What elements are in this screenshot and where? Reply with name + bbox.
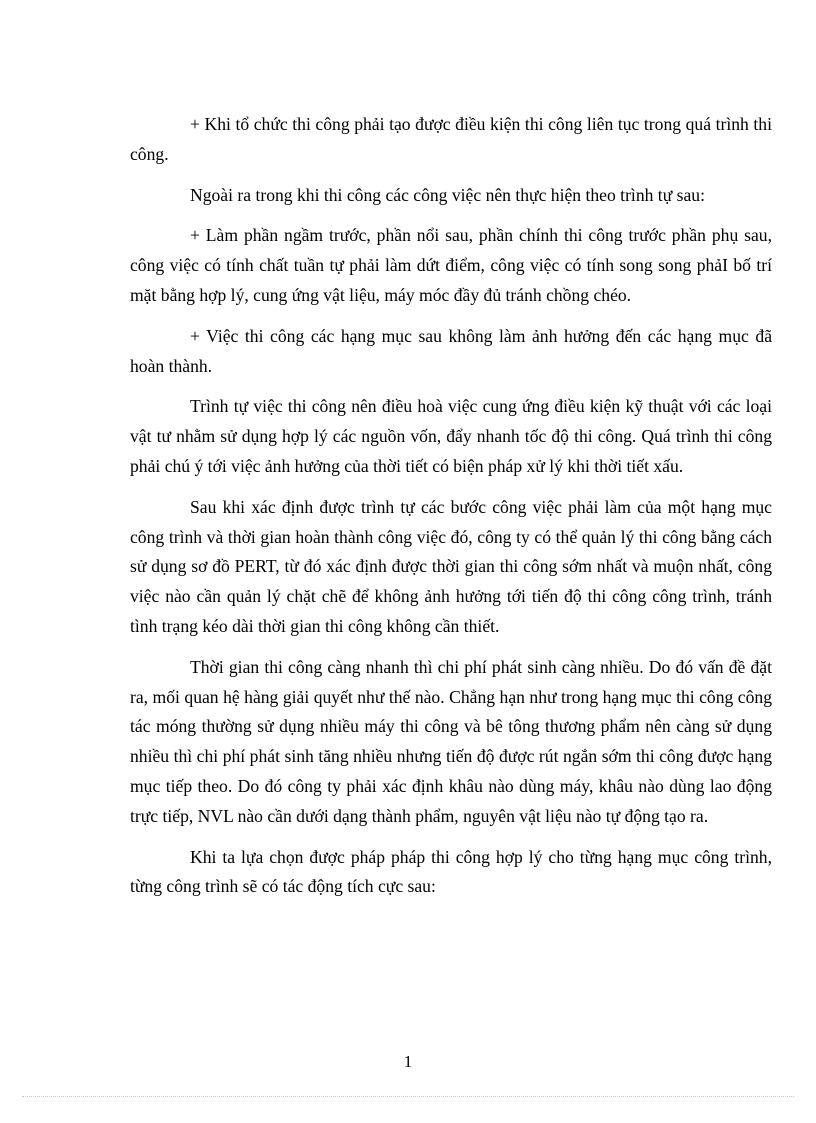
paragraph-5: Trình tự việc thi công nên điều hoà việc cung ứng điều kiện kỹ thuật với các loại vật tư nhằm sử dụng hợp lý các nguồn vốn, đẩy nhanh tốc độ thi công. Quá trình thi công phải chú ý tới việc ảnh hưởng của thời tiết có biện pháp xử lý khi thời tiết xấu.	[130, 396, 772, 476]
footer-divider	[22, 1096, 794, 1097]
paragraph-6: Sau khi xác định được trình tự các bước công việc phải làm của một hạng mục công trình và thời gian hoàn thành công việc đó, công ty có thể quản lý thi công bằng cách sử dụng sơ đồ PERT, từ đó xác định được thời gian thi công sớm nhất và muộn nhất, công việc nào cần quản lý chặt chẽ để không ảnh hưởng tới tiến độ thi công công trình, tránh tình trạng kéo dài thời gian thi công không cần thiết.	[130, 496, 772, 636]
page-number: 1	[403, 1052, 413, 1071]
paragraph-7: Thời gian thi công càng nhanh thì chi phí phát sinh càng nhiều. Do đó vấn đề đặt ra, mối quan hệ hàng giải quyết như thế nào. Chẳng hạn như trong hạng mục thi công công tác móng thường sử dụng nhiều máy thi công và bê tông thương phẩm nên càng sử dụng nhiều thì chi phí phát sinh tăng nhiều nhưng tiến độ được rút ngắn sớm thi công được hạng mục tiếp theo. Do đó công ty phải xác định khâu nào dùng máy, khâu nào dùng lao động trực tiếp, NVL nào cần dưới dạng thành phẩm, nguyên vật liệu nào tự động tạo ra.	[130, 656, 772, 826]
paragraph-3: + Làm phần ngầm trước, phần nổi sau, phần chính thi công trước phần phụ sau, công việc có tính chất tuần tự phải làm dứt điểm, công việc có tính song song phảI bố trí mặt bằng hợp lý, cung ứng vật liệu, máy móc đầy đủ tránh chồng chéo.	[130, 225, 772, 305]
paragraph-4: + Việc thi công các hạng mục sau không làm ảnh hưởng đến các hạng mục đã hoàn thành.	[130, 325, 772, 376]
paragraph-2: Ngoài ra trong khi thi công các công việc nên thực hiện theo trình tự sau:	[190, 184, 705, 205]
paragraph-1: + Khi tổ chức thi công phải tạo được điều kiện thi công liên tục trong quá trình thi công.	[130, 114, 772, 164]
document-body	[130, 110, 772, 913]
paragraph-8: Khi ta lựa chọn được pháp pháp thi công hợp lý cho từng hạng mục công trình, từng công trình sẽ có tác động tích cực sau:	[130, 846, 772, 897]
